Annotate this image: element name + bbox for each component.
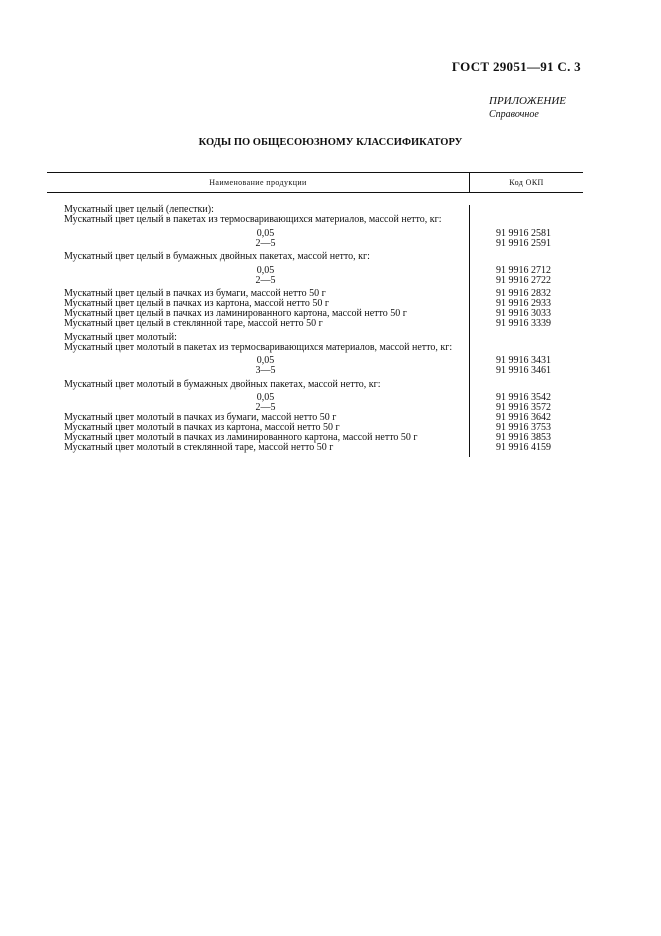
table-row [47,366,583,376]
okp-code-cell [470,252,583,262]
table-row [47,443,583,453]
table-row [47,229,583,239]
product-name-cell [47,229,470,239]
okp-code-cell [470,205,583,215]
okp-code-cell: 91 9916 3642 [496,412,551,423]
product-name-cell [47,380,470,390]
product-name-cell [47,252,470,262]
product-name-text: Мускатный цвет целый в бумажных двойных пакетах, массой нетто, кг: [64,251,370,262]
okp-code-cell: 91 9916 3033 [496,308,551,319]
codes-table [47,172,583,459]
product-name-text: Мускатный цвет целый в пачках из бумаги, массой нетто 50 г [64,288,326,299]
product-name-text: Мускатный цвет целый (лепестки): [64,204,214,215]
product-name-text: Мускатный цвет целый в пачках из ламинированного картона, массой нетто 50 г [64,308,407,319]
okp-code-cell: 91 9916 3339 [496,318,551,329]
table-row [47,343,583,353]
product-name-text: Мускатный цвет целый в стеклянной таре, массой нетто 50 г [64,318,323,329]
okp-code-cell: 91 9916 3753 [496,422,551,433]
table-row [47,276,583,286]
product-name-text: Мускатный цвет молотый: [64,331,177,343]
product-name-text: Мускатный цвет молотый в бумажных двойных пакетах, массой нетто, кг: [64,378,381,390]
product-name-text: 0,05 [256,355,275,366]
table-end [47,453,470,457]
appendix-block [489,94,566,122]
table-row [47,319,583,329]
table-body [47,193,583,459]
product-name-cell [47,333,470,343]
table-row [47,333,583,343]
product-name-cell [47,266,470,276]
table-row [47,266,583,276]
product-name-text: 2—5 [255,402,276,413]
product-name-header: Наименование продукции [47,173,470,192]
okp-code-cell: 91 9916 2832 [496,288,551,299]
product-name-cell [47,366,470,376]
product-name-text: 0,05 [256,392,275,403]
product-name-text: 0,05 [256,227,275,239]
product-name-text: Мускатный цвет молотый в пакетах из термосваривающихся материалов, массой нетто, кг: [64,341,453,353]
okp-code-cell [470,333,583,343]
product-name-text: Мускатный цвет молотый в стеклянной таре, массой нетто 50 г [64,442,334,453]
appendix-type: Справочное [489,109,539,120]
product-name-text: 0,05 [256,264,275,276]
okp-code-cell: 91 9916 3572 [496,402,551,413]
table-row [47,215,583,225]
product-name-cell [47,343,470,353]
product-name-cell [47,215,470,225]
okp-code-cell: 91 9916 2722 [496,274,551,286]
table-row [47,252,583,262]
table-row [47,239,583,249]
product-name-text: Мускатный цвет молотый в пачках из бумаги, массой нетто 50 г [64,412,337,423]
okp-code-cell: 91 9916 2581 [496,227,551,239]
okp-code-cell [470,380,583,390]
product-name-text: Мускатный цвет молотый в пачках из ламинированного картона, массой нетто 50 г [64,432,418,443]
page-header: ГОСТ 29051—91 С. 3 [451,59,581,74]
okp-code-cell: 91 9916 3431 [496,355,551,366]
product-name-text: 2—5 [255,274,276,286]
okp-code-cell: 91 9916 2933 [496,298,551,309]
okp-code-cell: 91 9916 3461 [496,365,551,376]
product-name-cell [47,276,470,286]
okp-code-cell: 91 9916 3853 [496,432,551,443]
okp-code-cell: 91 9916 3542 [496,392,551,403]
product-name-text: 2—5 [255,237,276,249]
appendix-label: ПРИЛОЖЕНИЕ [489,95,566,107]
product-name-text: Мускатный цвет целый в пакетах из термосваривающихся материалов, массой нетто, кг: [64,214,442,225]
product-name-text: 3—5 [255,365,276,376]
page-title: КОДЫ ПО ОБЩЕСОЮЗНОМУ КЛАССИФИКАТОРУ [198,137,463,148]
product-name-cell [47,443,470,453]
table-row [47,380,583,390]
table-header [47,173,583,193]
okp-code-cell: 91 9916 2591 [496,237,551,249]
product-name-cell [47,239,470,249]
okp-code-header: Код ОКП [509,178,544,187]
product-name-cell [47,319,470,329]
okp-code-cell: 91 9916 4159 [496,442,551,453]
okp-code-cell: 91 9916 2712 [496,264,551,276]
product-name-text: Мускатный цвет целый в пачках из картона, массой нетто 50 г [64,298,329,309]
product-name-text: Мускатный цвет молотый в пачках из картона, массой нетто 50 г [64,422,340,433]
